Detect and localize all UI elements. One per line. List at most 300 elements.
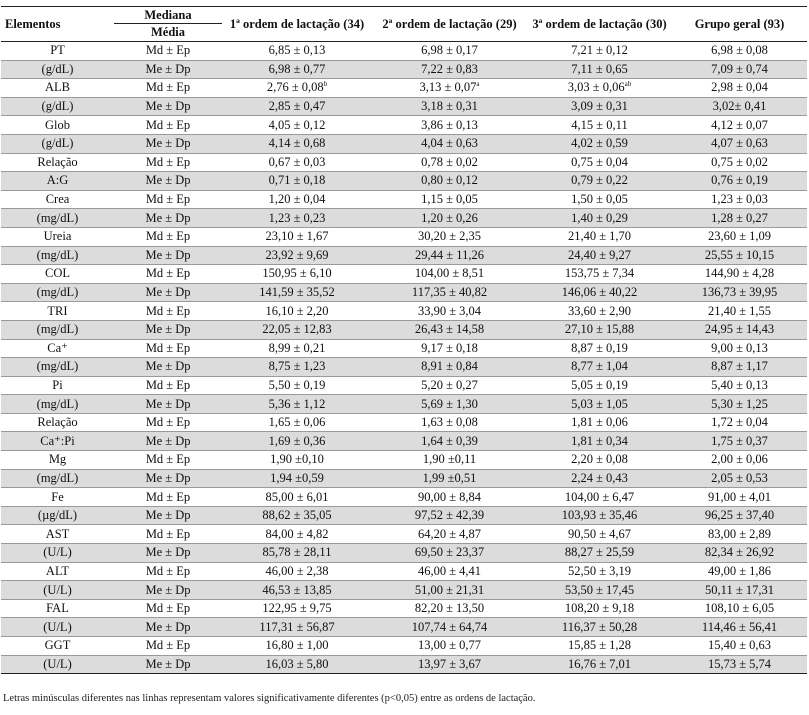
cell-ordem-3 [527,376,672,395]
cell-element [1,599,114,618]
cell-grupo-geral [672,469,807,488]
cell-ordem-1 [222,562,372,581]
cell-element [1,488,114,507]
cell-ordem-2 [372,506,527,525]
cell-grupo-geral [672,618,807,637]
cell-ordem-1 [222,655,372,674]
cell-ordem-2 [372,227,527,246]
cell-ordem-2-value: 13,00 ± 0,77 [417,638,482,653]
cell-ordem-3 [527,283,672,302]
cell-ordem-1-value: 1,65 ± 0,06 [268,415,326,430]
table-row [1,265,807,284]
cell-ordem-1-value: 23,92 ± 9,69 [265,247,329,262]
cell-ordem-2-value: 6,98 ± 0,17 [421,43,478,58]
cell-element [1,581,114,600]
cell-element [1,637,114,656]
cell-element [1,190,114,209]
cell-ordem-3-value: 15,85 ± 1,28 [567,638,632,653]
cell-ordem-1 [222,60,372,79]
cell-ordem-3-value: 116,37 ± 50,28 [561,619,638,634]
cell-ordem-2-value: 1,64 ± 0,39 [421,433,478,448]
table-row [1,339,807,358]
table-row [1,506,807,525]
cell-ordem-1 [222,637,372,656]
table-row [1,581,807,600]
cell-ordem-3-value: 2,24 ± 0,43 [571,470,628,485]
cell-ordem-1-value: 150,95 ± 6,10 [262,266,332,281]
cell-grupo-geral-value: 23,60 ± 1,09 [707,229,772,244]
cell-ordem-2-value: 33,90 ± 3,04 [417,303,482,318]
cell-grupo-geral-value: 0,76 ± 0,19 [711,173,768,188]
table-row [1,544,807,563]
cell-ordem-3 [527,544,672,563]
table-row [1,618,807,637]
cell-ordem-2-value: 1,99 ±0,51 [422,470,477,485]
cell-ordem-3 [527,506,672,525]
cell-ordem-3 [527,562,672,581]
cell-statistic [114,60,222,79]
cell-element [1,618,114,637]
table-row [1,302,807,321]
cell-grupo-geral-value: 1,75 ± 0,37 [711,433,768,448]
cell-ordem-3-value: 24,40 ± 9,27 [567,247,632,262]
cell-statistic [114,97,222,116]
cell-ordem-3-value: 4,15 ± 0,11 [571,117,628,132]
cell-ordem-1-value: 6,85 ± 0,13 [268,43,326,58]
cell-grupo-geral [672,358,807,377]
cell-ordem-2 [372,637,527,656]
cell-element [1,265,114,284]
table-row [1,525,807,544]
cell-element [1,469,114,488]
cell-statistic [114,358,222,377]
cell-statistic-value: Me ± Dp [145,656,191,671]
cell-ordem-2-value: 5,20 ± 0,27 [421,377,478,392]
cell-ordem-1 [222,413,372,432]
cell-statistic-value: Me ± Dp [145,285,191,300]
cell-grupo-geral [672,246,807,265]
cell-ordem-1 [222,358,372,377]
table-row [1,599,807,618]
cell-ordem-3-value: 4,02 ± 0,59 [571,136,628,151]
table-row [1,153,807,172]
cell-statistic [114,544,222,563]
cell-element [1,227,114,246]
table-row [1,209,807,228]
cell-element-value: (U/L) [43,656,72,671]
table-row [1,655,807,674]
cell-statistic [114,655,222,674]
cell-ordem-2 [372,488,527,507]
cell-statistic-value: Md ± Ep [145,526,191,541]
table-header [1,7,807,42]
cell-statistic [114,376,222,395]
cell-statistic [114,432,222,451]
cell-element [1,153,114,172]
cell-ordem-2 [372,451,527,470]
cell-ordem-1 [222,97,372,116]
cell-grupo-geral [672,544,807,563]
cell-ordem-3 [527,190,672,209]
cell-grupo-geral-value: 1,72 ± 0,04 [711,415,768,430]
cell-ordem-3 [527,488,672,507]
cell-element [1,376,114,395]
cell-grupo-geral [672,172,807,191]
cell-grupo-geral-value: 2,00 ± 0,06 [711,452,768,467]
significance-letter: b [323,80,328,89]
cell-ordem-2-value: 1,63 ± 0,08 [421,415,478,430]
cell-statistic-value: Me ± Dp [145,61,191,76]
cell-ordem-3-value: 104,00 ± 6,47 [564,489,635,504]
cell-element-value: Crea [45,192,70,207]
cell-statistic [114,581,222,600]
cell-ordem-3-value: 1,81 ± 0,34 [571,433,628,448]
cell-element [1,413,114,432]
table-row [1,97,807,116]
cell-grupo-geral-value: 50,11 ± 17,31 [705,582,774,597]
cell-grupo-geral [672,60,807,79]
cell-ordem-3-value: 33,60 ± 2,90 [567,303,632,318]
cell-statistic-value: Md ± Ep [145,452,191,467]
results-table [1,6,807,674]
cell-element-value: (g/dL) [41,99,74,114]
cell-statistic [114,283,222,302]
cell-ordem-1-value: 16,03 ± 5,80 [265,656,329,671]
cell-ordem-3 [527,153,672,172]
cell-grupo-geral-value: 5,30 ± 1,25 [711,396,768,411]
cell-ordem-2 [372,655,527,674]
cell-ordem-2 [372,79,527,98]
cell-ordem-3 [527,581,672,600]
cell-statistic-value: Me ± Dp [145,545,191,560]
cell-ordem-1-value: 2,76 ± 0,08 [266,80,324,95]
cell-grupo-geral-value: 136,73 ± 39,95 [701,285,778,300]
table-row [1,562,807,581]
cell-ordem-3-value: 3,09 ± 0,31 [571,99,628,114]
cell-ordem-3 [527,79,672,98]
cell-ordem-3 [527,227,672,246]
cell-grupo-geral [672,97,807,116]
cell-statistic [114,488,222,507]
cell-statistic-value: Me ± Dp [145,470,191,485]
table-row [1,79,807,98]
cell-ordem-1 [222,506,372,525]
cell-ordem-1 [222,283,372,302]
cell-element [1,395,114,414]
cell-statistic-value: Me ± Dp [145,508,191,523]
cell-ordem-3 [527,358,672,377]
cell-element [1,283,114,302]
cell-ordem-2 [372,134,527,153]
cell-ordem-3 [527,637,672,656]
cell-grupo-geral [672,488,807,507]
cell-statistic-value: Me ± Dp [145,359,191,374]
cell-element-value: ALT [45,563,70,578]
cell-ordem-1-value: 88,62 ± 35,05 [262,508,332,523]
cell-ordem-2 [372,413,527,432]
cell-ordem-2-value: 26,43 ± 14,58 [414,322,485,337]
cell-ordem-1-value: 141,59 ± 35,52 [259,285,335,300]
cell-statistic [114,190,222,209]
cell-ordem-3-value: 146,06 ± 40,22 [561,285,638,300]
cell-grupo-geral [672,42,807,61]
cell-ordem-2-value: 29,44 ± 11,26 [415,247,484,262]
cell-grupo-geral [672,134,807,153]
header-ordem-1: 1ª ordem de lactação (34) [229,17,365,31]
cell-element-value: (mg/dL) [36,396,79,411]
cell-grupo-geral-value: 4,07 ± 0,63 [711,136,768,151]
cell-element-value: (mg/dL) [36,470,79,485]
cell-statistic [114,320,222,339]
header-mediana: Mediana [114,7,222,24]
cell-ordem-1 [222,395,372,414]
cell-element [1,544,114,563]
cell-ordem-2-value: 9,17 ± 0,18 [421,340,478,355]
cell-grupo-geral-value: 114,46 ± 56,41 [701,619,778,634]
cell-grupo-geral-value: 49,00 ± 1,86 [707,563,772,578]
cell-statistic [114,637,222,656]
cell-ordem-1 [222,153,372,172]
cell-statistic [114,599,222,618]
cell-element-value: PT [50,43,65,58]
cell-element-value: Ureia [43,229,72,244]
cell-ordem-1-value: 5,36 ± 1,12 [268,396,326,411]
cell-statistic [114,172,222,191]
cell-statistic-value: Md ± Ep [145,229,191,244]
cell-element-value: (U/L) [43,619,72,634]
table-row [1,134,807,153]
cell-statistic [114,302,222,321]
cell-ordem-1 [222,172,372,191]
cell-grupo-geral [672,562,807,581]
cell-grupo-geral-value: 25,55 ± 10,15 [704,247,775,262]
cell-statistic [114,116,222,135]
cell-ordem-2-value: 8,91 ± 0,84 [421,359,478,374]
cell-ordem-1-value: 23,10 ± 1,67 [265,229,329,244]
cell-ordem-2 [372,246,527,265]
cell-element-value: (µg/dL) [37,508,78,523]
cell-element-value: (mg/dL) [36,322,79,337]
table-row [1,469,807,488]
table-row [1,116,807,135]
significance-letter: a [476,80,480,89]
cell-ordem-3-value: 153,75 ± 7,34 [564,266,635,281]
cell-ordem-3-value: 8,87 ± 0,19 [571,340,628,355]
cell-ordem-1 [222,376,372,395]
cell-statistic-value: Md ± Ep [145,601,191,616]
cell-ordem-2 [372,525,527,544]
cell-grupo-geral [672,506,807,525]
cell-ordem-3-value: 2,20 ± 0,08 [571,452,628,467]
cell-ordem-2-value: 3,13 ± 0,07 [419,80,477,95]
cell-ordem-2 [372,618,527,637]
cell-ordem-2-value: 5,69 ± 1,30 [421,396,478,411]
cell-ordem-2 [372,432,527,451]
cell-ordem-2 [372,358,527,377]
cell-ordem-2 [372,283,527,302]
cell-ordem-3 [527,265,672,284]
cell-ordem-1 [222,599,372,618]
cell-ordem-3 [527,302,672,321]
cell-grupo-geral [672,637,807,656]
cell-element-value: ALB [45,80,70,95]
cell-statistic [114,153,222,172]
cell-statistic [114,451,222,470]
cell-element [1,116,114,135]
results-table-container [1,6,807,674]
cell-element [1,42,114,61]
cell-element [1,451,114,470]
cell-ordem-3 [527,618,672,637]
cell-grupo-geral-value: 15,40 ± 0,63 [707,638,772,653]
cell-ordem-1 [222,246,372,265]
cell-grupo-geral-value: 82,34 ± 26,92 [704,545,775,560]
cell-statistic-value: Md ± Ep [145,80,191,95]
cell-ordem-1-value: 1,23 ± 0,23 [268,210,326,225]
cell-statistic-value: Md ± Ep [145,563,191,578]
table-row [1,376,807,395]
cell-ordem-2 [372,320,527,339]
cell-element-value: (mg/dL) [36,359,79,374]
cell-grupo-geral-value: 96,25 ± 37,40 [704,508,775,523]
cell-element-value: (mg/dL) [36,285,79,300]
cell-grupo-geral [672,116,807,135]
cell-statistic-value: Me ± Dp [145,247,191,262]
cell-element [1,339,114,358]
cell-element-value: Ca⁺:Pi [40,433,75,448]
cell-element-value: Pi [52,377,63,392]
cell-grupo-geral-value: 144,90 ± 4,28 [704,266,775,281]
header-elementos: Elementos [5,17,61,31]
cell-ordem-3-value: 27,10 ± 15,88 [564,322,635,337]
cell-ordem-2 [372,339,527,358]
cell-statistic [114,246,222,265]
cell-element [1,302,114,321]
cell-element [1,506,114,525]
cell-ordem-3-value: 7,21 ± 0,12 [571,43,628,58]
cell-grupo-geral-value: 2,98 ± 0,04 [711,80,768,95]
cell-ordem-3-value: 52,50 ± 3,19 [567,563,632,578]
cell-ordem-1 [222,618,372,637]
cell-ordem-1-value: 1,20 ± 0,04 [268,192,326,207]
cell-ordem-3-value: 103,93 ± 35,46 [561,508,638,523]
cell-statistic-value: Md ± Ep [145,303,191,318]
cell-grupo-geral-value: 6,98 ± 0,08 [711,43,768,58]
cell-ordem-3-value: 8,77 ± 1,04 [571,359,628,374]
table-row [1,60,807,79]
header-media: Média [150,25,186,39]
cell-statistic [114,42,222,61]
cell-ordem-2-value: 0,78 ± 0,02 [421,154,478,169]
cell-statistic [114,562,222,581]
header-ordem-2: 2ª ordem de lactação (29) [382,17,517,31]
cell-ordem-1 [222,227,372,246]
cell-statistic-value: Me ± Dp [145,396,191,411]
cell-ordem-2-value: 117,35 ± 40,82 [411,285,488,300]
cell-ordem-2 [372,376,527,395]
cell-ordem-1-value: 85,78 ± 28,11 [262,545,332,560]
cell-grupo-geral [672,432,807,451]
cell-ordem-3-value: 16,76 ± 7,01 [567,656,632,671]
cell-ordem-3 [527,209,672,228]
cell-grupo-geral-value: 83,00 ± 2,89 [707,526,772,541]
cell-element-value: (U/L) [43,582,72,597]
cell-grupo-geral-value: 15,73 ± 5,74 [707,656,772,671]
cell-grupo-geral [672,339,807,358]
cell-statistic-value: Md ± Ep [145,266,191,281]
cell-ordem-1-value: 1,90 ±0,10 [270,452,324,467]
table-footnote: Letras minúsculas diferentes nas linhas representam valores significativamente diferentes (p<0,05) entre as ordens de lactação. [3,693,536,704]
cell-ordem-3-value: 3,03 ± 0,06 [567,80,625,95]
cell-grupo-geral [672,302,807,321]
cell-element-value: AST [45,526,70,541]
cell-statistic-value: Me ± Dp [145,619,191,634]
cell-ordem-3 [527,599,672,618]
cell-ordem-3-value: 1,40 ± 0,29 [571,210,628,225]
cell-element-value: (mg/dL) [36,210,79,225]
cell-ordem-2 [372,469,527,488]
cell-ordem-1-value: 122,95 ± 9,75 [262,601,332,616]
cell-statistic-value: Md ± Ep [145,43,191,58]
cell-element-value: Relação [37,415,78,430]
cell-statistic [114,618,222,637]
cell-element-value: Mg [48,452,67,467]
cell-element [1,172,114,191]
cell-ordem-2-value: 104,00 ± 8,51 [414,266,485,281]
cell-ordem-3-value: 53,50 ± 17,45 [564,582,635,597]
cell-ordem-3-value: 88,27 ± 25,59 [564,545,635,560]
cell-ordem-3-value: 0,75 ± 0,04 [571,154,628,169]
cell-ordem-3 [527,320,672,339]
table-row [1,320,807,339]
table-row [1,432,807,451]
cell-ordem-2-value: 90,00 ± 8,84 [417,489,482,504]
cell-ordem-2-value: 46,00 ± 4,41 [417,563,482,578]
cell-ordem-1-value: 4,05 ± 0,12 [268,117,326,132]
table-row [1,358,807,377]
cell-element [1,562,114,581]
cell-element [1,320,114,339]
cell-ordem-3 [527,339,672,358]
cell-ordem-3 [527,42,672,61]
cell-ordem-1-value: 1,69 ± 0,36 [268,433,326,448]
cell-ordem-2-value: 107,74 ± 64,74 [411,619,488,634]
header-ordem-3: 3ª ordem de lactação (30) [532,17,667,31]
cell-grupo-geral [672,265,807,284]
cell-ordem-3 [527,469,672,488]
cell-statistic [114,469,222,488]
cell-ordem-1-value: 2,85 ± 0,47 [268,99,326,114]
cell-ordem-1 [222,134,372,153]
cell-grupo-geral [672,525,807,544]
cell-ordem-3 [527,246,672,265]
cell-ordem-1 [222,581,372,600]
cell-ordem-1-value: 0,67 ± 0,03 [268,154,326,169]
cell-statistic-value: Me ± Dp [145,210,191,225]
cell-grupo-geral [672,283,807,302]
cell-element [1,525,114,544]
cell-element [1,655,114,674]
cell-ordem-2 [372,581,527,600]
cell-element-value: (g/dL) [41,61,74,76]
cell-ordem-2-value: 1,90 ±0,11 [422,452,477,467]
cell-ordem-3-value: 108,20 ± 9,18 [564,601,635,616]
cell-ordem-3-value: 1,81 ± 0,06 [571,415,628,430]
cell-element-value: A:G [46,173,69,188]
cell-ordem-1-value: 4,14 ± 0,68 [268,136,326,151]
cell-ordem-1 [222,488,372,507]
cell-ordem-3 [527,413,672,432]
